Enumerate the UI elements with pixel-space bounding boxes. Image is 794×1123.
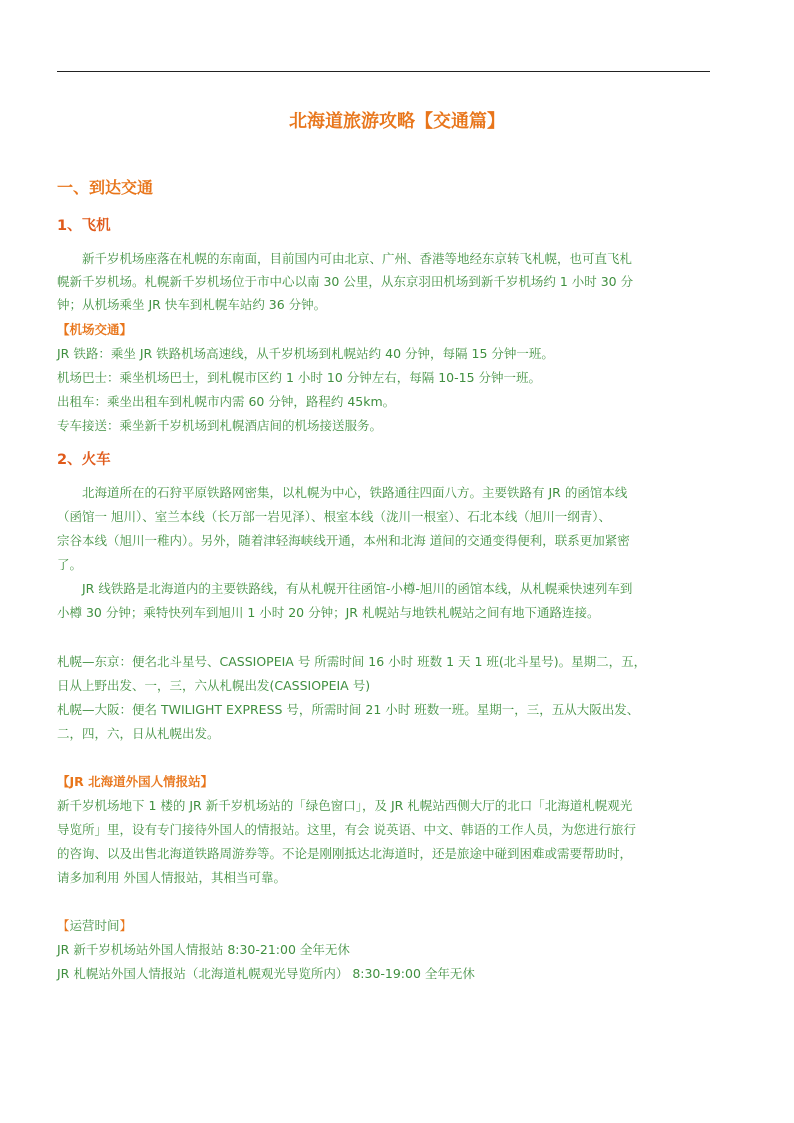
info-desk-line: 导览所」里，设有专门接待外国人的情报站。这里，有会 说英语、中文、韩语的工作人员，为您进行旅行 — [57, 822, 636, 837]
subheading-plane: 1、飞机 — [57, 218, 111, 234]
hours-line-sapporo: JR 札幌站外国人情报站（北海道札幌观光导览所内） 8:30-19:00 全年无休 — [57, 966, 475, 981]
info-desk-line: 的咨询、以及出售北海道铁路周游券等。不论是刚刚抵达北海道时，还是旅途中碰到困难或需要帮助时， — [57, 846, 633, 861]
train-para1-line: 了。 — [57, 557, 83, 572]
airport-transport-tag — [57, 318, 132, 341]
info-desk-line: 请多加利用 外国人情报站，其相当可靠。 — [57, 870, 286, 885]
plane-intro-line: 新千岁机场座落在札幌的东南面，目前国内可由北京、广州、香港等地经东京转飞札幌，也可直飞札 — [82, 251, 633, 266]
transport-item-shuttle: 专车接送：乘坐新千岁机场到札幌酒店间的机场接送服务。 — [57, 418, 383, 433]
route-line: 二，四，六，日从札幌出发。 — [57, 726, 220, 741]
section-heading-arrival: 一、到达交通 — [57, 178, 154, 197]
train-para1-line: 北海道所在的石狩平原铁路网密集，以札幌为中心，铁路通往四面八方。主要铁路有 JR 的函馆本线 — [82, 485, 628, 500]
train-para1-line: （函馆一 旭川）、室兰本线（长万部一岩见泽）、根室本线（泷川一根室）、石北本线（旭川一纲青）、 — [57, 509, 611, 524]
tag-bracket-close: 】 — [119, 322, 133, 337]
train-para2-line: JR 线铁路是北海道内的主要铁路线，有从札幌开往函馆-小樽-旭川的函馆本线，从札幌乘快速列车到 — [82, 581, 633, 596]
tag-bracket-close: 】 — [200, 774, 214, 789]
plane-intro-line: 钟；从机场乘坐 JR 快车到札幌车站约 36 分钟。 — [57, 297, 327, 312]
route-line: 札幌—东京：便名北斗星号、CASSIOPEIA 号 所需时间 16 小时 班数 1 天 1 班(北斗星号)。星期二，五， — [57, 654, 647, 669]
tag-bracket-open: 【 — [57, 918, 70, 933]
tag-label: 机场交通 — [69, 322, 120, 337]
route-line: 日从上野出发、一，三，六从札幌出发(CASSIOPEIA 号) — [57, 678, 371, 693]
route-line: 札幌—大阪：便名 TWILIGHT EXPRESS 号，所需时间 21 小时 班数一班。星期一，三，五从大阪出发、 — [57, 702, 640, 717]
transport-item-jr: JR 铁路：乘坐 JR 铁路机场高速线，从千岁机场到札幌站约 40 分钟，每隔 15 分钟一班。 — [57, 346, 554, 361]
hours-line-airport: JR 新千岁机场站外国人情报站 8:30-21:00 全年无休 — [57, 942, 350, 957]
subheading-train: 2、火车 — [57, 452, 111, 468]
tag-label: 运营时间 — [69, 918, 120, 933]
tag-bracket-open: 【 — [57, 322, 70, 337]
train-para2-line: 小樽 30 分钟；乘特快列车到旭川 1 小时 20 分钟；JR 札幌站与地铁札幌站之间有地下通路连接。 — [57, 605, 600, 620]
info-desk-line: 新千岁机场地下 1 楼的 JR 新千岁机场站的「绿色窗口」，及 JR 札幌站西侧大厅的北口「北海道札幌观光 — [57, 798, 633, 813]
transport-item-taxi: 出租车：乘坐出租车到札幌市内需 60 分钟，路程约 45km。 — [57, 394, 396, 409]
header-rule — [57, 71, 710, 72]
info-desk-tag — [57, 770, 213, 793]
plane-intro-line: 幌新千岁机场。札幌新千岁机场位于市中心以南 30 公里，从东京羽田机场到新千岁机场约 1 小时 30 分 — [57, 274, 634, 289]
train-para1-line: 宗谷本线（旭川一稚内）。另外，随着津轻海峡线开通，本州和北海 道间的交通变得便利，联系更加紧密 — [57, 533, 630, 548]
tag-bracket-open: 【 — [57, 774, 70, 789]
tag-bracket-close: 】 — [119, 918, 133, 933]
tag-label: JR 北海道外国人情报站 — [69, 774, 201, 789]
document-title: 北海道旅游攻略【交通篇】 — [289, 111, 505, 132]
hours-tag — [57, 914, 132, 937]
transport-item-bus: 机场巴士：乘坐机场巴士，到札幌市区约 1 小时 10 分钟左右，每隔 10-15 分钟一班。 — [57, 370, 542, 385]
